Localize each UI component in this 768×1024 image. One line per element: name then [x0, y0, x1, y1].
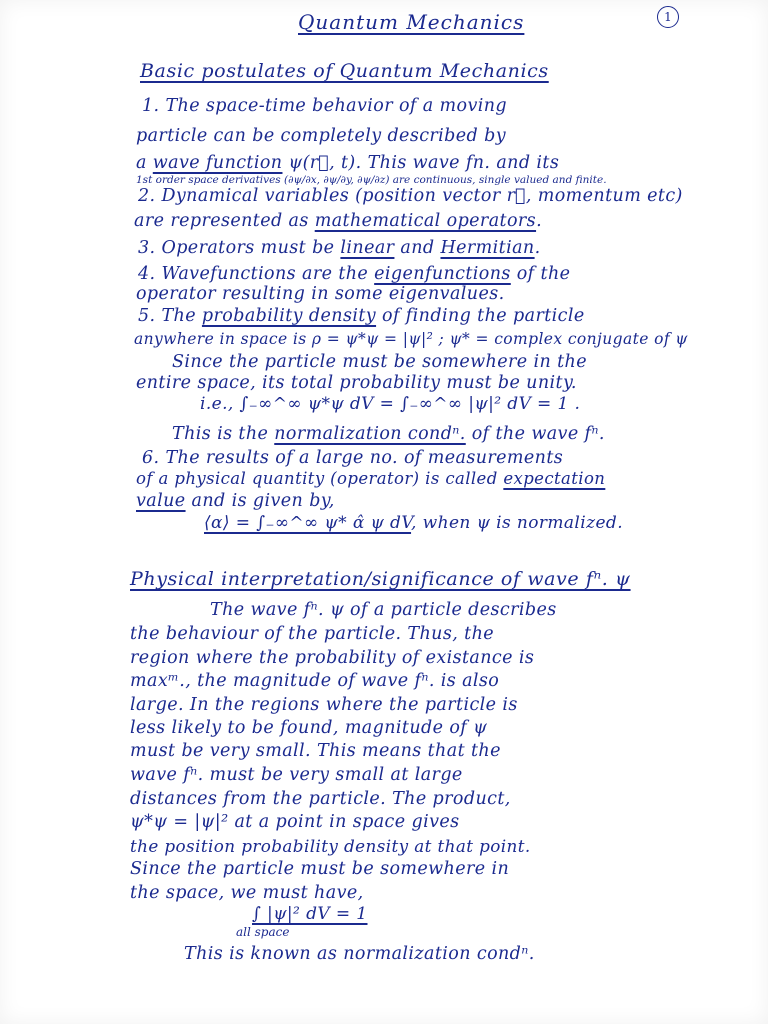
postulate-5-line-3: Since the particle must be somewhere in the	[172, 352, 587, 372]
paragraph-line: less likely to be found, magnitude of ψ	[130, 718, 488, 738]
section-heading-postulates: Basic postulates of Quantum Mechanics	[140, 60, 549, 82]
text-fragment: of a physical quantity (operator) is called	[136, 469, 504, 488]
text-fragment: .	[534, 238, 541, 258]
text-fragment: 3. Operators must be	[138, 238, 341, 258]
term-normalization-condition: normalization condⁿ.	[274, 424, 466, 444]
text-fragment: of finding the particle	[376, 306, 585, 326]
postulate-1-line-2: particle can be completely described by	[136, 126, 506, 146]
paragraph-line: must be very small. This means that the	[130, 741, 501, 761]
postulate-4-line-2: operator resulting in some eigenvalues.	[136, 284, 505, 304]
expectation-formula: ⟨α⟩ = ∫₋∞^∞ ψ* α̂ ψ dV	[204, 513, 412, 533]
term-value: value	[136, 491, 186, 511]
term-expectation: expectation	[503, 469, 606, 488]
postulate-1-line-1: 1. The space-time behavior of a moving	[142, 96, 508, 116]
paragraph-line: region where the probability of existance is	[130, 648, 535, 668]
term-hermitian: Hermitian	[440, 238, 535, 258]
expectation-value-equation	[204, 515, 623, 532]
postulate-3	[138, 240, 541, 258]
postulate-6-line-1: 6. The results of a large no. of measurements	[142, 448, 564, 468]
section-heading-interpretation: Physical interpretation/significance of wave fⁿ. ψ	[130, 568, 631, 590]
text-fragment: Wavefunctions are the	[161, 264, 375, 284]
paragraph-line: distances from the particle. The product,	[130, 789, 511, 809]
term-probability-density: probability density	[201, 306, 377, 326]
text-fragment: 5. The	[138, 306, 202, 326]
normalization-integral: ∫ |ψ|² dV = 1	[252, 904, 368, 924]
term-mathematical-operators: mathematical operators	[314, 211, 537, 231]
page-number: 1	[657, 6, 679, 28]
normalization-equation: i.e., ∫₋∞^∞ ψ*ψ dV = ∫₋∞^∞ |ψ|² dV = 1 .	[200, 394, 581, 414]
paragraph-line: Since the particle must be somewhere in	[130, 859, 510, 879]
text-fragment: .	[536, 211, 543, 231]
paragraph-line: the behaviour of the particle. Thus, the	[130, 624, 494, 644]
text-fragment: and	[394, 238, 441, 258]
text-fragment: This is the	[172, 424, 275, 444]
postulate-5-line-4: entire space, its total probability must be unity.	[136, 373, 577, 393]
postulate-5-line-6	[172, 426, 605, 444]
postulate-5-line-1	[138, 308, 585, 326]
text-fragment: a	[136, 153, 153, 173]
postulate-1-line-3	[136, 155, 559, 173]
text-fragment: , when ψ is normalized.	[411, 513, 624, 533]
postulate-6-line-3	[136, 493, 335, 511]
postulate-2-line-2	[134, 213, 542, 231]
text-fragment: of the	[510, 264, 571, 284]
paragraph-line: wave fⁿ. must be very small at large	[130, 765, 463, 785]
postulate-4-line-1	[138, 266, 570, 284]
paragraph-line: The wave fⁿ. ψ of a particle describes	[210, 600, 557, 620]
postulate-5-line-2: anywhere in space is ρ = ψ*ψ = |ψ|² ; ψ* = complex conjugate of ψ	[134, 330, 688, 348]
closing-line: This is known as normalization condⁿ.	[184, 944, 535, 964]
term-linear: linear	[340, 238, 395, 258]
postulate-2-line-1: 2. Dynamical variables (position vector r⃗, momentum etc)	[138, 186, 683, 206]
term-wave-function: wave function	[152, 153, 283, 173]
integral-limit: all space	[236, 925, 290, 939]
paragraph-line: ψ*ψ = |ψ|² at a point in space gives	[130, 812, 460, 832]
paragraph-line: the position probability density at that point.	[130, 836, 531, 856]
postulate-1-line-4: 1st order space derivatives (∂ψ/∂x, ∂ψ/∂y, ∂ψ/∂z) are continuous, single valued and finite.	[136, 174, 607, 186]
paragraph-line: maxᵐ., the magnitude of wave fⁿ. is also	[130, 671, 500, 691]
text-fragment: are represented as	[134, 211, 315, 231]
paragraph-line: the space, we must have,	[130, 883, 364, 903]
term-eigenfunctions: eigenfunctions	[374, 264, 511, 284]
text-fragment: of the wave fⁿ.	[465, 424, 605, 444]
paragraph-line: large. In the regions where the particle is	[130, 695, 518, 715]
page-title: Quantum Mechanics	[298, 10, 525, 34]
text-fragment: and is given by,	[185, 491, 335, 511]
text-fragment: 4.	[138, 264, 162, 284]
postulate-6-line-2	[136, 471, 605, 488]
text-fragment: ψ(r⃗, t). This wave fn. and its	[282, 153, 560, 173]
